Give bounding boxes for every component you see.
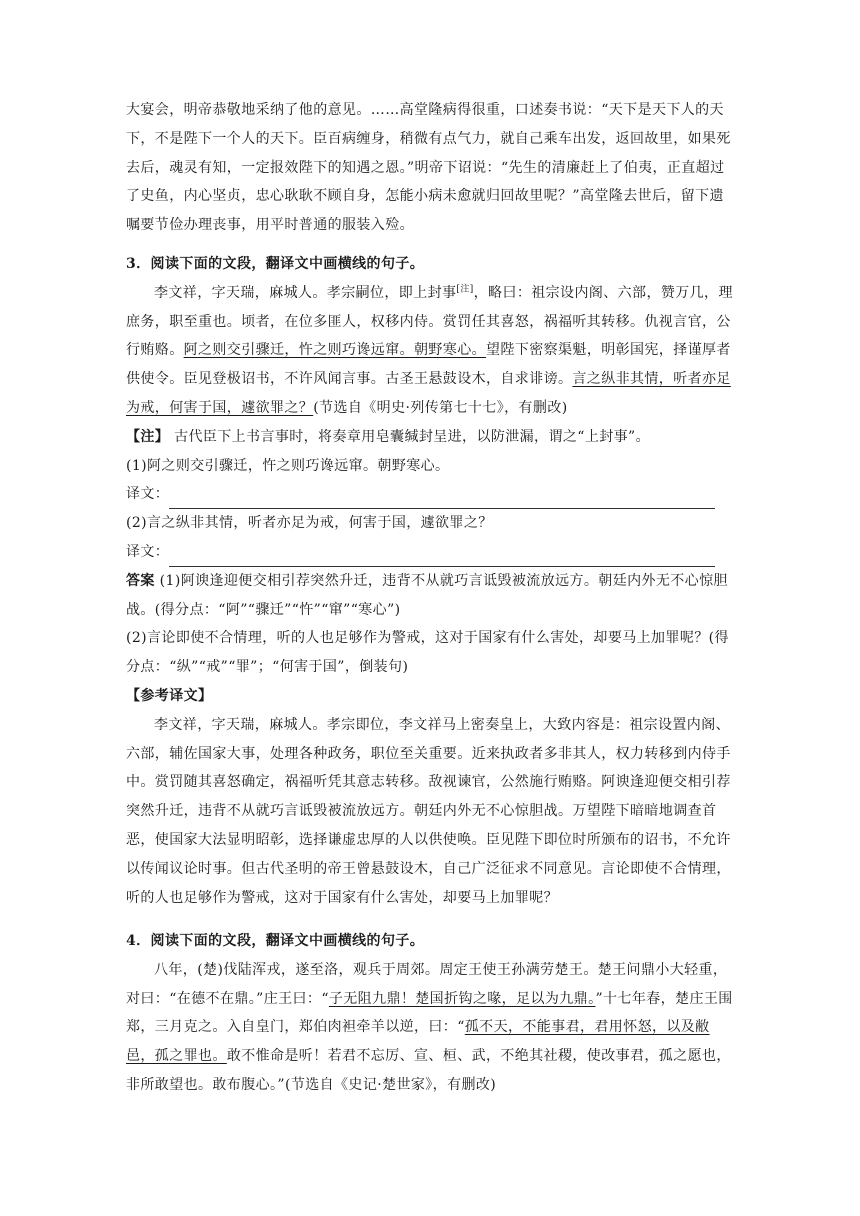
yiwen-label: 译文：	[126, 486, 170, 503]
passage-source: (节选自《明史·列传第七十七》，有删改)	[313, 399, 568, 416]
answer-1	[126, 567, 738, 625]
underlined-sentence-1: 子无阻九鼎！楚国折钩之喙，足以为九鼎。	[328, 990, 596, 1007]
passage-text: 望陛下密察渠魁，明彰国宪，择谨厚者供使令。臣见登极诏书，不许风闻言事。古圣王悬鼓设木，自求诽谤。	[126, 342, 731, 388]
answer-line-2	[126, 538, 738, 567]
question-3-title: 3．阅读下面的文段，翻译文中画横线的句子。	[126, 256, 425, 272]
answer-2: (2)言论即使不合情理，听的人也足够作为警戒，这对于国家有什么害处，却要马上加罪呢？(得分点：“纵”“戒”“罪”；“何害于国”，倒装句)	[126, 630, 729, 676]
note-text: 古代臣下上书言事时，将奏章用皂囊缄封呈进，以防泄漏，谓之“上封事”。	[174, 428, 650, 445]
underlined-sentence-1: 阿之则交引骤迁，忤之则巧谗远窜。朝野寒心。	[183, 342, 487, 359]
passage-text: 八年，(楚)伐陆浑戎，遂至洛，观兵于周郊。周定王使王孙满劳楚王。楚王问鼎小大轻重，对曰：“在德不在鼎。”庄王曰：“	[126, 961, 728, 1007]
passage-text: ，略曰：祖宗设内阁、六部，赞万几，理庶务，职至重也。顷者，在位多匪人，权移内侍。赏罚任其喜怒，祸福听其转移。仇视言官，公行贿赂。	[126, 284, 733, 359]
question-3-section	[126, 250, 738, 912]
item-1: (1)阿之则交引骤迁，忤之则巧谗远窜。朝野寒心。	[126, 457, 450, 474]
answer-blank[interactable]	[169, 494, 715, 509]
intro-paragraph: 大宴会，明帝恭敬地采纳了他的意见。……高堂隆病得很重，口述奏书说：“天下是天下人的天下，不是陛下一个人的天下。臣百病缠身，稍微有点气力，就自己乘车出发，返回故里，如果死去后，魂灵有知，一定报效陛下的知遇之恩。”明帝下诏说：“先生的清廉赶上了伯夷，正直超过了史鱼，内心坚贞，忠心耿耿不顾自身，怎能小病未愈就归回故里呢？”高堂隆去世后，留下遗嘱要节俭办理丧事，用平时普通的服装入殓。	[126, 102, 731, 234]
passage-text: 李文祥，字天瑞，麻城人。孝宗嗣位，即上封事	[154, 284, 457, 301]
question-3-passage	[126, 279, 738, 423]
intro-section	[126, 96, 738, 240]
note-line	[126, 423, 738, 452]
note-marker: [注]	[456, 284, 474, 295]
question-4-title: 4．阅读下面的文段，翻译文中画横线的句子。	[126, 933, 425, 949]
answer-blank[interactable]	[169, 552, 715, 567]
answer-label: 答案	[126, 572, 155, 589]
underlined-sentence-2: 言之纵非其情，听者亦足为戒，何害于国，遽欲罪之？	[126, 371, 731, 416]
question-4-section	[126, 927, 738, 1100]
reference-translation-label: 【参考译文】	[126, 687, 213, 704]
passage-source: (节选自《史记·楚世家》，有删改)	[284, 1076, 497, 1093]
answer-line-1	[126, 480, 738, 509]
reference-translation: 李文祥，字天瑞，麻城人。孝宗即位，李文祥马上密奏皇上，大致内容是：祖宗设置内阁、六部，辅佐国家大事，处理各种政务，职位至关重要。近来执政者多非其人，权力转移到内侍手中。赏罚随其喜怒确定，祸福听凭其意志转移。敌视谏官，公然施行贿赂。阿谀逢迎便交相引荐突然升迁，违背不从就巧言诋毁被流放远方。朝廷内外无不心惊胆战。万望陛下暗暗地调查首恶，使国家大法显明昭彰，选择谦虚忠厚的人以供使唤。臣见陛下即位时所颁布的诏书，不允许以传闻议论时事。但古代圣明的帝王曾悬鼓设木，自己广泛征求不同意见。言论即使不合情理，听的人也足够作为警戒，这对于国家有什么害处，却要马上加罪呢？	[126, 716, 731, 906]
passage-text: 敢不惟命是听！若君不忘厉、宣、桓、武，不绝其社稷，使改事君，孤之愿也，非所敢望也。敢布腹心。”	[126, 1048, 731, 1093]
note-label: 【注】	[126, 428, 170, 445]
answer-text-1: (1)阿谀逢迎便交相引荐突然升迁，违背不从就巧言诋毁被流放远方。朝廷内外无不心惊胆战。(得分点：“阿”“骤迁”“忤”“窜”“寒心”)	[126, 572, 728, 618]
item-2: (2)言之纵非其情，听者亦足为戒，何害于国，遽欲罪之？	[126, 515, 493, 532]
question-4-passage	[126, 956, 738, 1100]
underlined-sentence-2: 孤不天，不能事君，君用怀怒，以及敝邑，孤之罪也。	[126, 1019, 710, 1065]
passage-text: ”十七年春，楚庄王围郑，三月克之。入自皇门，郑伯肉袒牵羊以逆，曰：“	[126, 990, 733, 1036]
yiwen-label: 译文：	[126, 543, 170, 560]
